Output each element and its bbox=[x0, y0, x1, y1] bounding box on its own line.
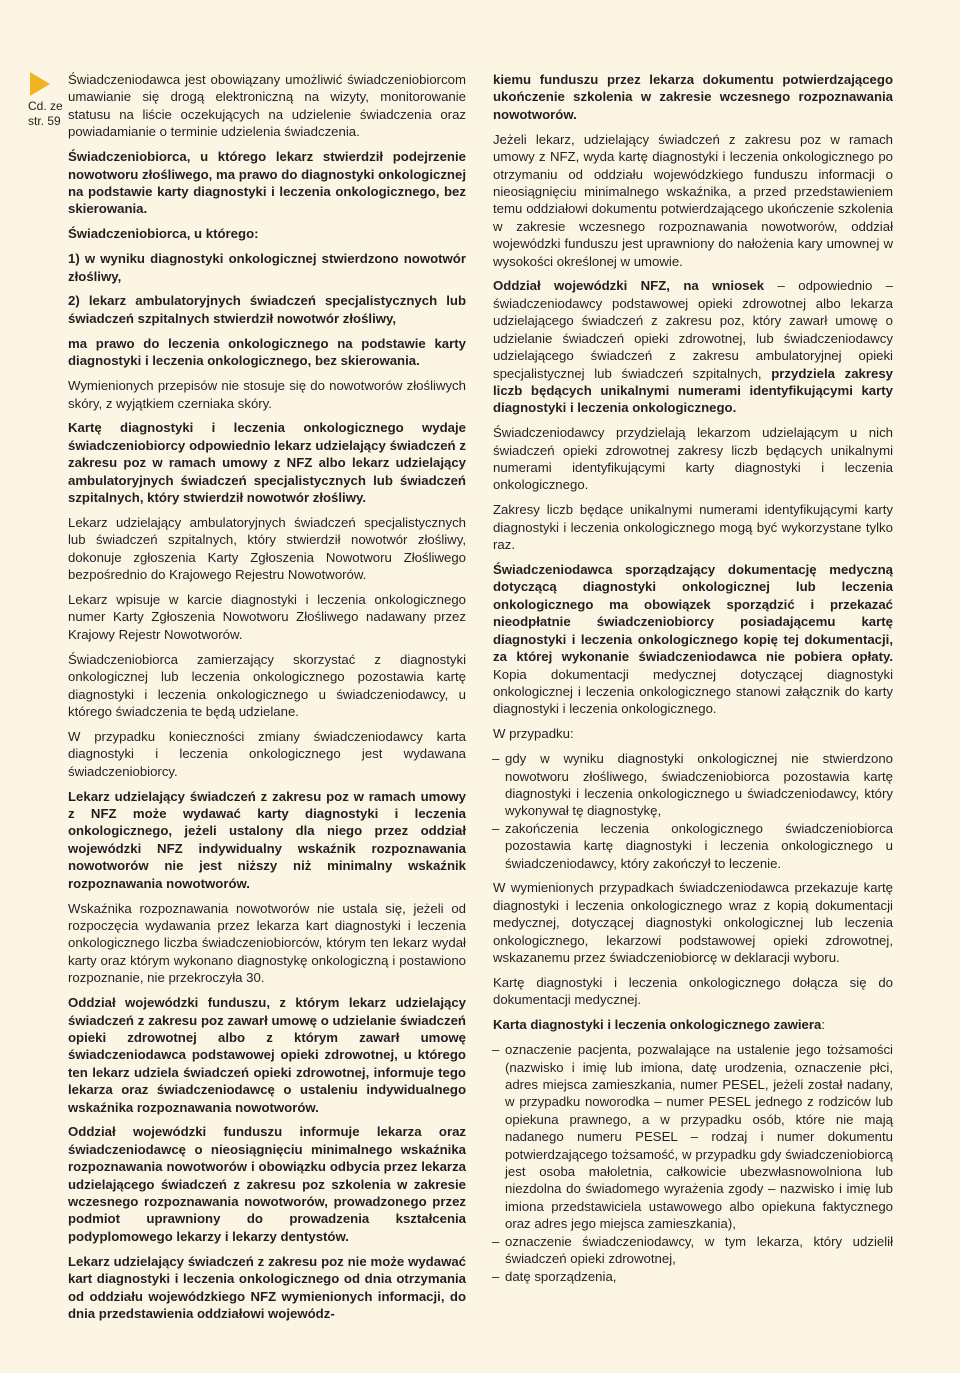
paragraph: Świadczeniodawca sporządzający dokumentację medyczną dotyczącą diagnostyki onkologicznej lub leczenia onkologicznego ma obowiązek sporządzić i przekazać nieodpłatnie świadczeniobiorcy posiadającemu kartę diagnostyki i leczenia onkologicznego kopię tej dokumentacji, za której wykonanie świadczeniodawca nie pobiera opłaty. Kopia dokumentacji medycznej dotyczącej diagnostyki onkologicznej i leczenia onkologicznego stanowi załącznik do karty diagnostyki i leczenia onkologicznego. bbox=[493, 562, 893, 717]
paragraph: 1) w wyniku diagnostyki onkologicznej stwierdzono nowotwór złośliwy, bbox=[68, 251, 466, 284]
paragraph: Lekarz udzielający ambulatoryjnych świadczeń specjalistycznych lub świadczeń szpitalnych, który stwierdził nowotwór złośliwy, dokonuje zgłoszenia Karty Zgłoszenia Nowotworu Złośliwego bezpośrednio do Krajowego Rejestru Nowotworów. bbox=[68, 514, 466, 583]
right-column bbox=[493, 71, 893, 1292]
paragraph: Świadczeniobiorca zamierzający skorzystać z diagnostyki onkologicznej lub leczenia onkologicznego pozostawia kartę diagnostyki i leczenia onkologicznego u świadczeniodawcy, u którego świadczenia te będą udzielane. bbox=[68, 651, 466, 719]
paragraph: ma prawo do leczenia onkologicznego na podstawie karty diagnostyki i leczenia onkologicznego, bez skierowania. bbox=[68, 335, 466, 369]
paragraph: Kartę diagnostyki i leczenia onkologicznego dołącza się do dokumentacji medycznej. bbox=[493, 975, 893, 1008]
list-item: – zakończenia leczenia onkologicznego świadczeniobiorca pozostawia kartę diagnostyki i leczenia onkologicznego u świadczeniodawcy, który zakończył to leczenie. bbox=[493, 820, 893, 872]
paragraph: Wymienionych przepisów nie stosuje się do nowotworów złośliwych skóry, z wyjątkiem czerniaka skóry. bbox=[68, 378, 466, 411]
paragraph: Świadczeniodawca jest obowiązany umożliwić świadczeniobiorcom umawianie się drogą elektroniczną na wizyty, monitorowanie statusu na liście oczekujących na udzielenie świadczenia oraz powiadamianie o terminie udzielenia świadczenia. bbox=[68, 72, 466, 140]
dash-list bbox=[493, 1041, 893, 1285]
list-item: – datę sporządzenia, bbox=[493, 1268, 893, 1285]
paragraph: Lekarz udzielający świadczeń z zakresu poz nie może wydawać kart diagnostyki i leczenia onkologicznego od dnia otrzymania od oddziału wojewódzkiego NFZ wymienionych informacji, do dnia przedstawienia oddziałowi wojewódz- bbox=[68, 1253, 466, 1321]
paragraph: Świadczeniobiorca, u którego lekarz stwierdził podejrzenie nowotworu złośliwego, ma prawo do diagnostyki onkologicznej na podstawie karty diagnostyki i leczenia onkologicznego, bez skierowania. bbox=[68, 149, 466, 217]
list-item: – oznaczenie pacjenta, pozwalające na ustalenie jego tożsamości (nazwisko i imię lub imiona, datę urodzenia, oznaczenie płci, adres miejsca zamieszkania, numer PESEL, jeżeli został nadany, w przypadku noworodka – numer PESEL jednego z rodziców lub opiekuna prawnego, a w przypadku osób, które nie mają nadanego numeru PESEL – rodzaj i numer dokumentu potwierdzającego tożsamość, w przypadku gdy świadczeniobiorcą jest osoba małoletnia, całkowicie ubezwłasnowolniona lub niezdolna do świadomego wyrażenia zgody – nazwisko i imię lub imiona przedstawiciela ustawowego albo opiekuna faktycznego oraz adres jego miejsca zamieszkania), bbox=[493, 1041, 893, 1232]
paragraph: Karta diagnostyki i leczenia onkologicznego zawiera: bbox=[493, 1017, 825, 1033]
paragraph: Świadczeniobiorca, u którego: bbox=[68, 226, 259, 242]
list-item: – gdy w wyniku diagnostyki onkologicznej nie stwierdzono nowotworu złośliwego, świadczeniobiorca pozostawia kartę diagnostyki i leczenia onkologicznego u świadczeniodawcy, który wykonywał tę diagnostykę, bbox=[493, 750, 893, 820]
continuation-note bbox=[26, 72, 66, 128]
list-item: – oznaczenie świadczeniodawcy, w tym lekarza, który udzielił świadczeń opieki zdrowotnej, bbox=[493, 1233, 893, 1268]
left-column bbox=[68, 71, 466, 1322]
paragraph: W wymienionych przypadkach świadczeniodawca przekazuje kartę diagnostyki i leczenia onkologicznego wraz z kopią dokumentacji medycznej, dotyczącej diagnostyki onkologicznej lub leczenia onkologicznego, lekarzowi podstawowej opieki zdrowotnej, wskazanemu przez świadczeniobiorcę w deklaracji wyboru. bbox=[493, 880, 893, 966]
paragraph: kiemu funduszu przez lekarza dokumentu potwierdzającego ukończenie szkolenia w zakresie wczesnego rozpoznawania nowotworów. bbox=[493, 72, 893, 122]
paragraph: Oddział wojewódzki NFZ, na wniosek – odpowiednio – świadczeniodawcy podstawowej opieki zdrowotnej albo lekarza udzielającego świadczeń z zakresu poz, który zawarł umowę o udzielanie świadczeń opieki zdrowotnej, lub świadczeniodawcy udzielającego świadczeń z zakresu ambulatoryjnej opieki specjalistycznej lub świadczeń szpitalnych, przydziela zakresy liczb będących unikalnymi numerami identyfikującymi karty diagnostyki i leczenia onkologicznego. bbox=[493, 278, 894, 416]
paragraph: W przypadku: bbox=[493, 726, 574, 742]
continuation-label: Cd. ze str. 59 bbox=[28, 99, 63, 128]
triangle-arrow-icon bbox=[30, 72, 50, 96]
paragraph: Oddział wojewódzki funduszu, z którym lekarz udzielający świadczeń z zakresu poz zawarł umowę o udzielanie świadczeń opieki zdrowotnej albo z którym zawarł umowę świadczeniodawca podstawowej opieki zdrowotnej, u którego ten lekarz udziela świadczeń opieki zdrowotnej, informuje tego lekarza oraz świadczeniodawcę o ustaleniu indywidualnego wskaźnika rozpoznawania nowotworów. bbox=[68, 995, 466, 1115]
paragraph: Świadczeniodawcy przydzielają lekarzom udzielającym u nich świadczeń opieki zdrowotnej zakresy liczb będących unikalnymi numerami identyfikującymi karty diagnostyki i leczenia onkologicznego. bbox=[493, 425, 893, 493]
paragraph: Oddział wojewódzki funduszu informuje lekarza oraz świadczeniodawcę o nieosiągnięciu minimalnego wskaźnika rozpoznawania nowotworów i obowiązku odbycia przez lekarza udzielającego świadczeń z zakresu poz szkolenia w zakresie wczesnego rozpoznawania nowotworów, prowadzonego przez podmiot uprawniony do prowadzenia kształcenia podyplomowego lekarzy i lekarzy dentystów. bbox=[68, 1124, 466, 1244]
paragraph: Lekarz wpisuje w karcie diagnostyki i leczenia onkologicznego numer Karty Zgłoszenia Nowotworu Złośliwego nadawany przez Krajowy Rejestr Nowotworów. bbox=[68, 592, 466, 642]
paragraph: Kartę diagnostyki i leczenia onkologicznego wydaje świadczeniobiorcy odpowiednio lekarz udzielający świadczeń z zakresu poz w ramach umowy z NFZ albo lekarz udzielający ambulatoryjnych świadczeń specjalistycznych lub świadczeń szpitalnych, który stwierdził nowotwór złośliwy. bbox=[68, 420, 466, 506]
paragraph: Lekarz udzielający świadczeń z zakresu poz w ramach umowy z NFZ może wydawać karty diagnostyki i leczenia onkologicznego, jeżeli ustalony dla niego przez oddział wojewódzki NFZ indywidualny wskaźnik rozpoznawania nowotworów nie jest niższy niż minimalny wskaźnik rozpoznawania nowotworów. bbox=[68, 788, 466, 891]
dash-list bbox=[493, 750, 893, 872]
paragraph: 2) lekarz ambulatoryjnych świadczeń specjalistycznych lub świadczeń szpitalnych stwierdził nowotwór złośliwy, bbox=[68, 293, 466, 326]
paragraph: Wskaźnika rozpoznawania nowotworów nie ustala się, jeżeli od rozpoczęcia wydawania przez lekarza kart diagnostyki i leczenia onkologicznego liczba świadczeniobiorców, którym ten lekarz wydał karty oraz którym wykonano diagnostykę onkologiczną i postawiono rozpoznanie, nie przekroczyła 30. bbox=[68, 900, 466, 986]
paragraph: Zakresy liczb będące unikalnymi numerami identyfikującymi karty diagnostyki i leczenia onkologicznego mogą być wykorzystane tylko raz. bbox=[493, 502, 893, 553]
paragraph: W przypadku konieczności zmiany świadczeniodawcy karta diagnostyki i leczenia onkologicznego jest wydawana świadczeniobiorcy. bbox=[68, 728, 466, 779]
paragraph: Jeżeli lekarz, udzielający świadczeń z zakresu poz w ramach umowy z NFZ, wyda kartę diagnostyki i leczenia onkologicznego po otrzymaniu od oddziału wojewódzkiego funduszu informacji o nieosiągnięciu minimalnego wskaźnika, a przed przedstawieniem temu oddziałowi dokumentu potwierdzającego ukończenie szkolenia w zakresie wczesnego rozpoznawania nowotworów, oddział wojewódzki funduszu jest uprawniony do nałożenia kary umownej w wysokości określonej w umowie. bbox=[493, 131, 893, 269]
